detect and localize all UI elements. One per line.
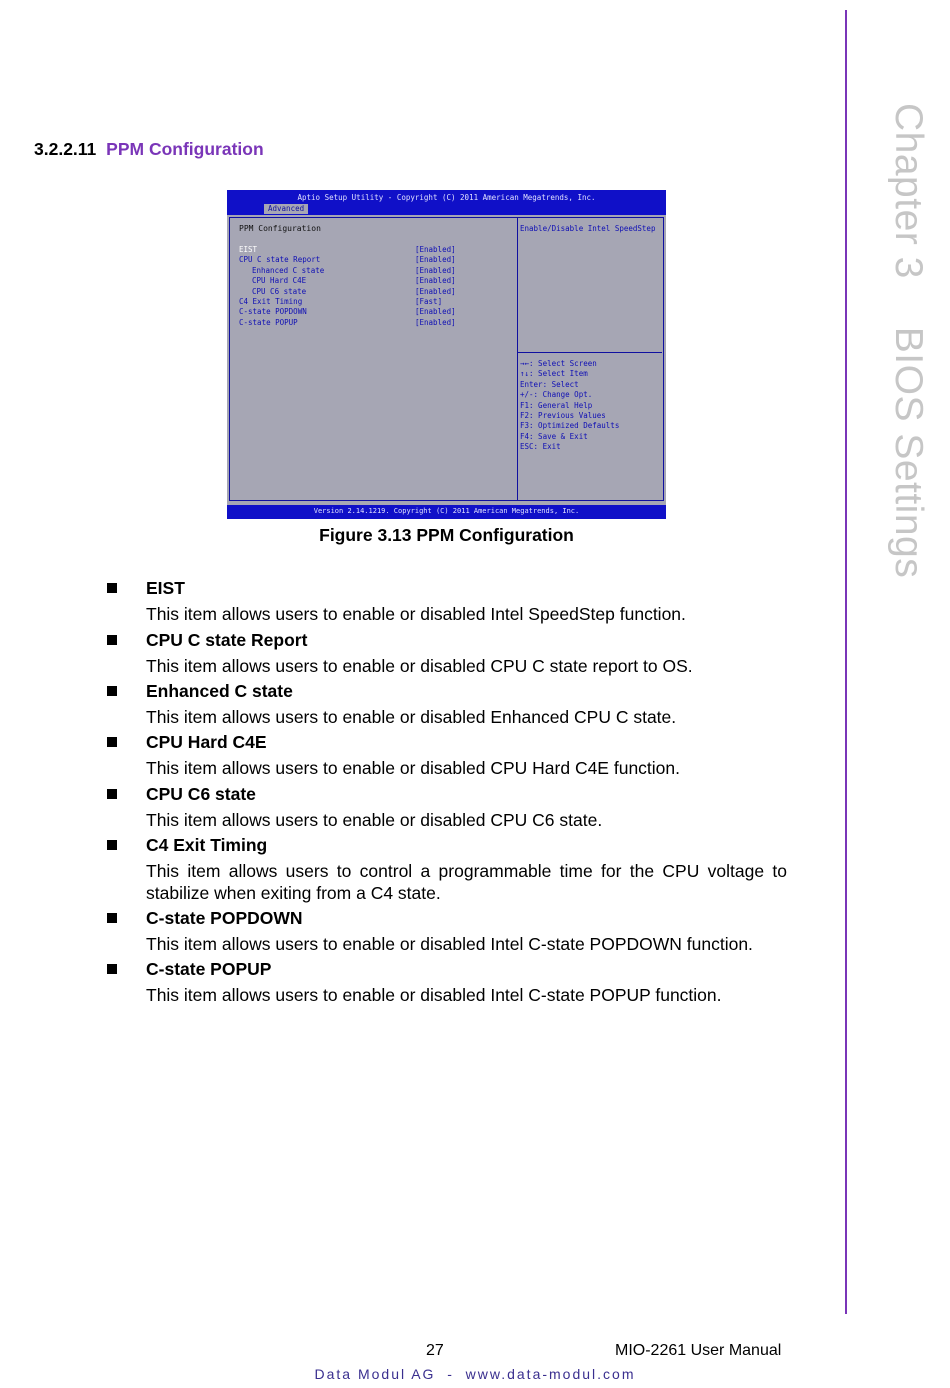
item-description: This item allows users to enable or disabled CPU C6 state. (146, 810, 603, 830)
bios-title-bar (227, 190, 666, 215)
item-label: CPU C6 state (146, 784, 256, 804)
bios-setting-row[interactable] (239, 255, 509, 265)
bios-setting-label: C-state POPUP (239, 317, 298, 327)
square-bullet-icon (107, 583, 117, 593)
bios-setting-label: EIST (239, 245, 258, 254)
bios-key-hint: Enter: Select (520, 379, 579, 389)
item-label: C4 Exit Timing (146, 835, 268, 855)
bios-key-hint: F4: Save & Exit (520, 431, 588, 441)
chapter-label: Chapter 3 (887, 103, 930, 279)
bios-key-hint: F2: Previous Values (520, 411, 606, 421)
bios-setting-row[interactable] (239, 307, 509, 317)
bios-setting-value: [Enabled] (415, 265, 456, 275)
bios-key-hint: ESC: Exit (520, 442, 561, 452)
item-description: This item allows users to control a programmable time for the CPU voltage to stabilize when exiting from a C4 state. (146, 861, 787, 903)
square-bullet-icon (107, 913, 117, 923)
chapter-title: BIOS Settings (887, 326, 930, 579)
square-bullet-icon (107, 789, 117, 799)
item-description: This item allows users to enable or disabled Intel C-state POPDOWN function. (146, 934, 753, 954)
item-description: This item allows users to enable or disabled Enhanced CPU C state. (146, 707, 677, 727)
bios-setting-row[interactable] (239, 318, 509, 328)
manual-name: MIO-2261 User Manual (615, 1342, 782, 1359)
bios-column-divider (517, 217, 518, 501)
square-bullet-icon (107, 635, 117, 645)
bios-setting-value: [Enabled] (415, 307, 456, 317)
bios-setting-label: CPU C state Report (239, 255, 321, 265)
bios-screenshot (227, 190, 666, 519)
bios-footer-text: Version 2.14.1219. Copyright (C) 2011 American Megatrends, Inc. (313, 507, 580, 515)
item-description: This item allows users to enable or disabled Intel C-state POPUP function. (146, 985, 722, 1005)
page-number: 27 (426, 1342, 444, 1359)
item-description: This item allows users to enable or disabled Intel SpeedStep function. (146, 604, 686, 624)
bios-setting-row[interactable] (239, 245, 509, 255)
bios-key-hint: →←: Select Screen (520, 359, 597, 368)
item-label: C-state POPUP (146, 959, 272, 979)
section-heading (34, 139, 264, 160)
chapter-side-title (886, 103, 930, 578)
bios-header-text: Aptio Setup Utility - Copyright (C) 2011 American Megatrends, Inc. (297, 193, 596, 202)
square-bullet-icon (107, 686, 117, 696)
bios-key-hint: F3: Optimized Defaults (520, 421, 620, 431)
bios-setting-value: [Enabled] (415, 276, 456, 286)
bios-setting-label: CPU Hard C4E (252, 276, 307, 286)
square-bullet-icon (107, 737, 117, 747)
square-bullet-icon (107, 840, 117, 850)
chapter-side-rule (845, 10, 847, 1314)
item-label: Enhanced C state (146, 681, 293, 701)
bios-setting-row[interactable] (239, 287, 509, 297)
bios-page-heading: PPM Configuration (239, 224, 321, 233)
item-description: This item allows users to enable or disabled CPU Hard C4E function. (146, 758, 680, 778)
section-title: PPM Configuration (106, 139, 264, 159)
item-label: CPU C state Report (146, 630, 308, 650)
item-description: This item allows users to enable or disabled CPU C state report to OS. (146, 656, 693, 676)
company-footer: Data Modul AG - www.data-modul.com (314, 1366, 636, 1382)
bios-setting-value: [Fast] (415, 297, 443, 306)
bios-setting-label: Enhanced C state (252, 265, 325, 275)
bios-help-text: Enable/Disable Intel SpeedStep (520, 224, 656, 233)
item-label: C-state POPDOWN (146, 908, 303, 928)
bios-setting-row[interactable] (239, 266, 509, 276)
section-number: 3.2.2.11 (34, 139, 97, 159)
bios-tab-advanced: Advanced (264, 204, 308, 214)
bios-key-hint: ↑↓: Select Item (520, 369, 588, 379)
bios-help-divider (518, 352, 662, 353)
bios-key-hint: +/-: Change Opt. (520, 390, 593, 400)
bios-key-legend (520, 359, 619, 453)
bios-setting-row[interactable] (239, 297, 509, 307)
bios-setting-label: C4 Exit Timing (239, 297, 303, 306)
bios-setting-label: CPU C6 state (252, 286, 307, 296)
bios-setting-value: [Enabled] (415, 245, 456, 254)
bios-setting-value: [Enabled] (415, 255, 456, 265)
item-label: CPU Hard C4E (146, 732, 267, 752)
bios-setting-value: [Enabled] (415, 317, 456, 327)
bios-footer-bar (227, 505, 666, 519)
bios-setting-row[interactable] (239, 276, 509, 286)
item-label: EIST (146, 578, 185, 598)
figure-caption: Figure 3.13 PPM Configuration (319, 525, 574, 545)
bios-setting-label: C-state POPDOWN (239, 307, 307, 317)
bios-setting-value: [Enabled] (415, 286, 456, 296)
bios-key-hint: F1: General Help (520, 400, 593, 410)
square-bullet-icon (107, 964, 117, 974)
